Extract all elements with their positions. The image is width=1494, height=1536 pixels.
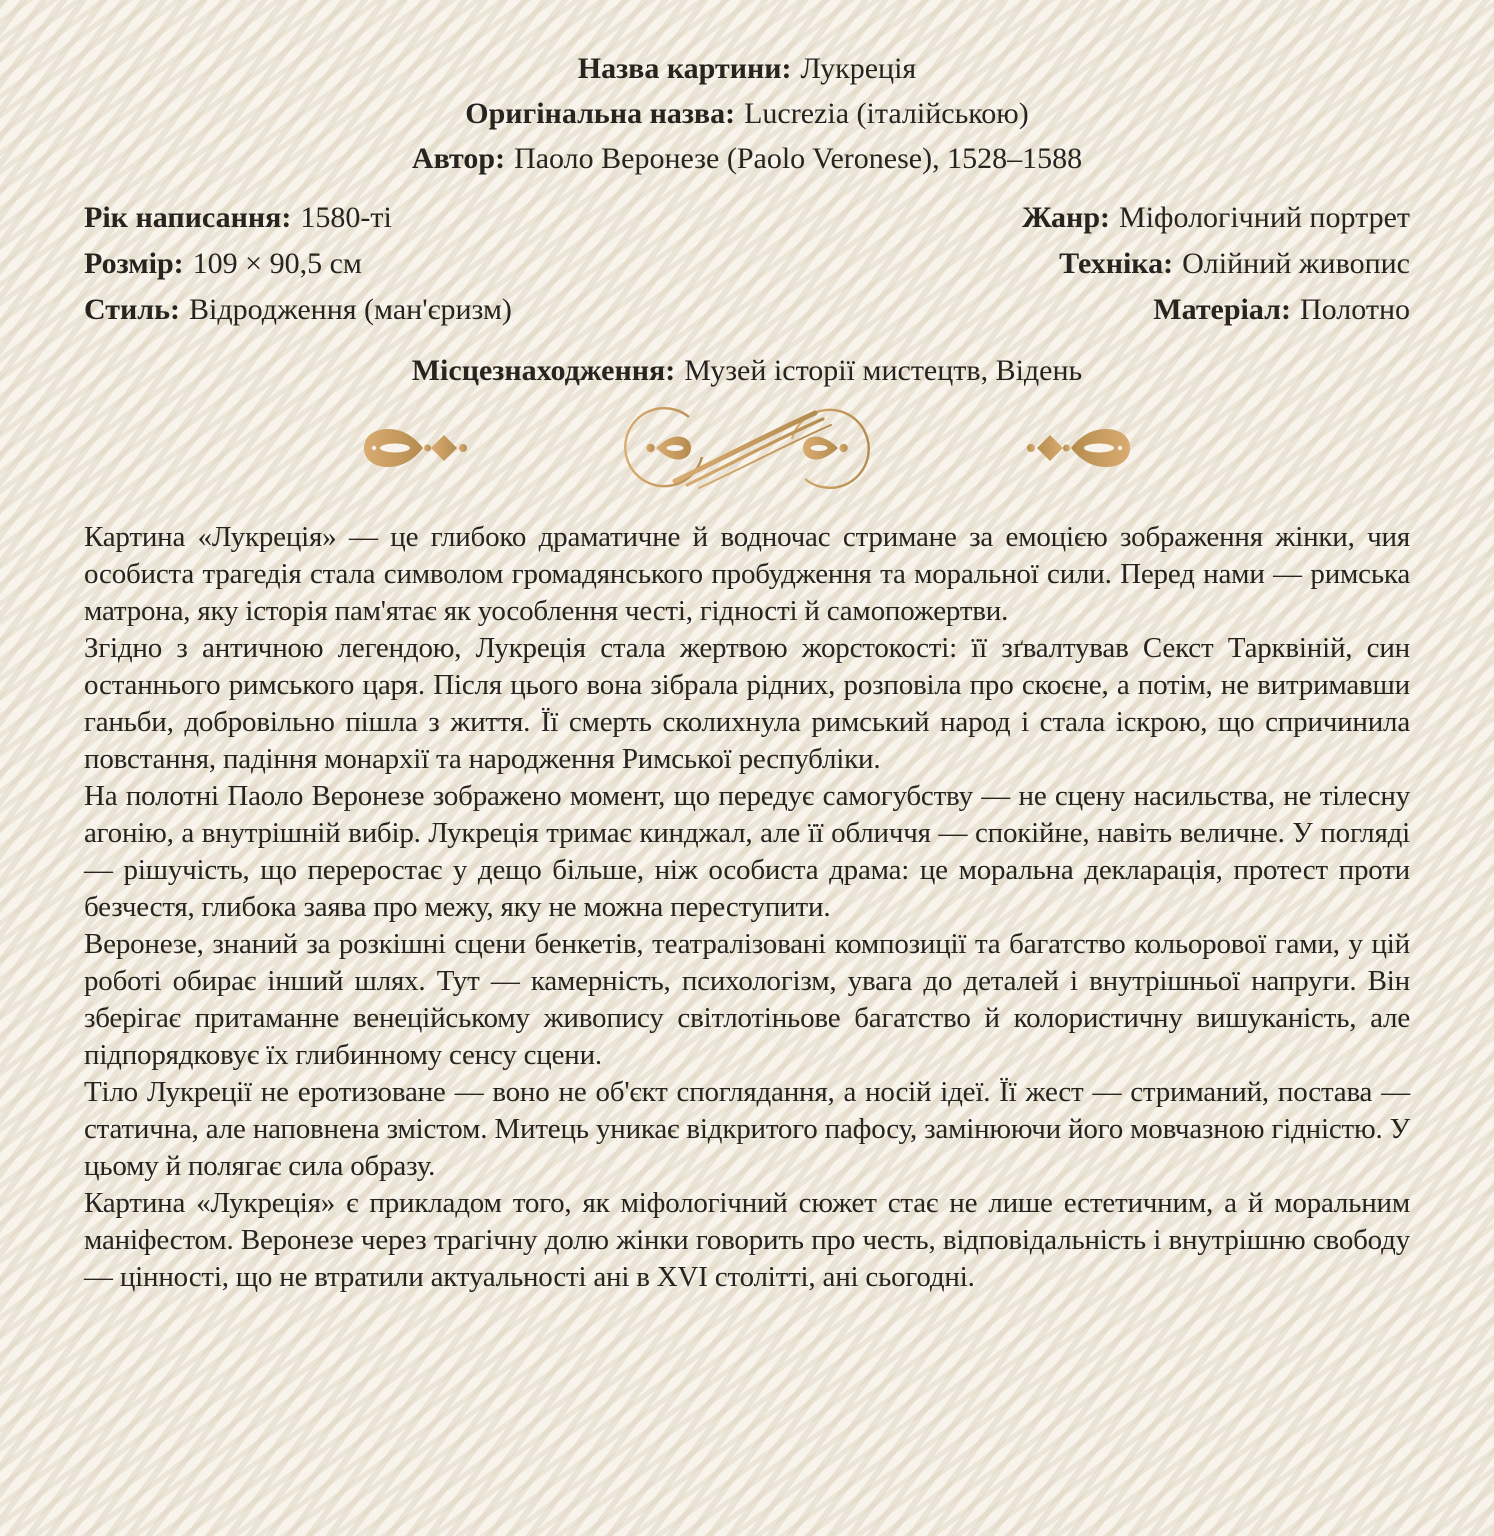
article-paragraph: Тіло Лукреції не еротизоване — воно не об'єкт споглядання, а носій ідеї. Її жест — стриманий, постава — статична, але наповнена змістом. Митець уникає відкритого пафосу, замінюючи його мовчазною гідністю. У цьому й полягає сила образу. [84,1076,1410,1182]
year-field [84,195,512,241]
article-paragraph: Картина «Лукреція» є прикладом того, як міфологічний сюжет стає не лише естетичним, а й моральним маніфестом. Веронезе через трагічну долю жінки говорить про честь, відповідальність і внутрішню свободу — цінності, що не втратили актуальності ані в XVI столітті, ані сьогодні. [84,1187,1410,1293]
field-value: 109 × 90,5 см [192,247,362,280]
technique-field [1022,241,1410,287]
size-field [84,241,512,287]
metadata-left-column [84,195,512,333]
style-field [84,287,512,333]
field-label: Розмір: [84,247,184,280]
field-value: Lucrezia (італійською) [744,97,1029,130]
field-value: Полотно [1299,293,1410,326]
field-value: Лукреція [800,52,917,85]
field-label: Рік написання: [84,201,292,234]
metadata-right-column [1022,195,1410,333]
field-value: Відродження (ман'єризм) [188,293,512,326]
original-title-line [84,91,1410,136]
field-value: 1580-ті [300,201,392,234]
metadata-columns [84,195,1410,333]
field-value: Міфологічний портрет [1119,201,1410,234]
field-label: Жанр: [1022,201,1111,234]
title-line [84,46,1410,91]
article-body [84,519,1410,1296]
title-block [84,46,1410,181]
field-label: Стиль: [84,293,180,326]
field-value: Музей історії мистецтв, Відень [684,354,1083,387]
field-value: Олійний живопис [1182,247,1410,280]
field-label: Матеріал: [1153,293,1291,326]
author-line [84,136,1410,181]
field-value: Паоло Веронезе (Paolo Veronese), 1528–1588 [514,142,1083,175]
location-field [84,351,1410,391]
field-label: Місцезнаходження: [411,354,676,387]
genre-field [1022,195,1410,241]
article-paragraph: Веронезе, знаний за розкішні сцени бенкетів, театралізовані композиції та багатство кольорової гами, у цій роботі обирає інший шлях. Тут — камерність, психологізм, увага до деталей і внутрішньої напруги. Він зберігає притаманне венеційському живопису світлотіньове багатство й колористичну вишуканість, але підпорядковує їх глибинному сенсу сцени. [84,928,1410,1071]
material-field [1022,287,1410,333]
article-paragraph: Картина «Лукреція» — це глибоко драматичне й водночас стримане за емоцією зображення жінки, чия особиста трагедія стала символом громадянського пробудження та моральної сили. Перед нами — римська матрона, яку історія пам'ятає як уособлення честі, гідності й самопожертви. [84,521,1410,627]
flourish-divider-icon [357,405,1137,493]
field-label: Автор: [411,142,506,175]
article-paragraph: На полотні Паоло Веронезе зображено момент, що передує самогубству — не сцену насильства, не тілесну агонію, а внутрішній вибір. Лукреція тримає кинджал, але її обличчя — спокійне, навіть величне. У погляді — рішучість, що переростає у дещо більше, ніж особиста драма: це моральна декларація, протест проти безчестя, глибока заява про межу, яку не можна переступити. [84,780,1410,923]
field-label: Техніка: [1059,247,1174,280]
field-label: Оригінальна назва: [465,97,736,130]
divider-row [84,405,1410,493]
article-paragraph: Згідно з античною легендою, Лукреція стала жертвою жорстокості: її зґвалтував Секст Тарквіній, син останнього римського царя. Після цього вона зібрала рідних, розповіла про скоєне, а потім, не витримавши ганьби, добровільно пішла з життя. Її смерть сколихнула римський народ і стала іскрою, що спричинила повстання, падіння монархії та народження Римської республіки. [84,632,1410,775]
field-label: Назва картини: [577,52,792,85]
